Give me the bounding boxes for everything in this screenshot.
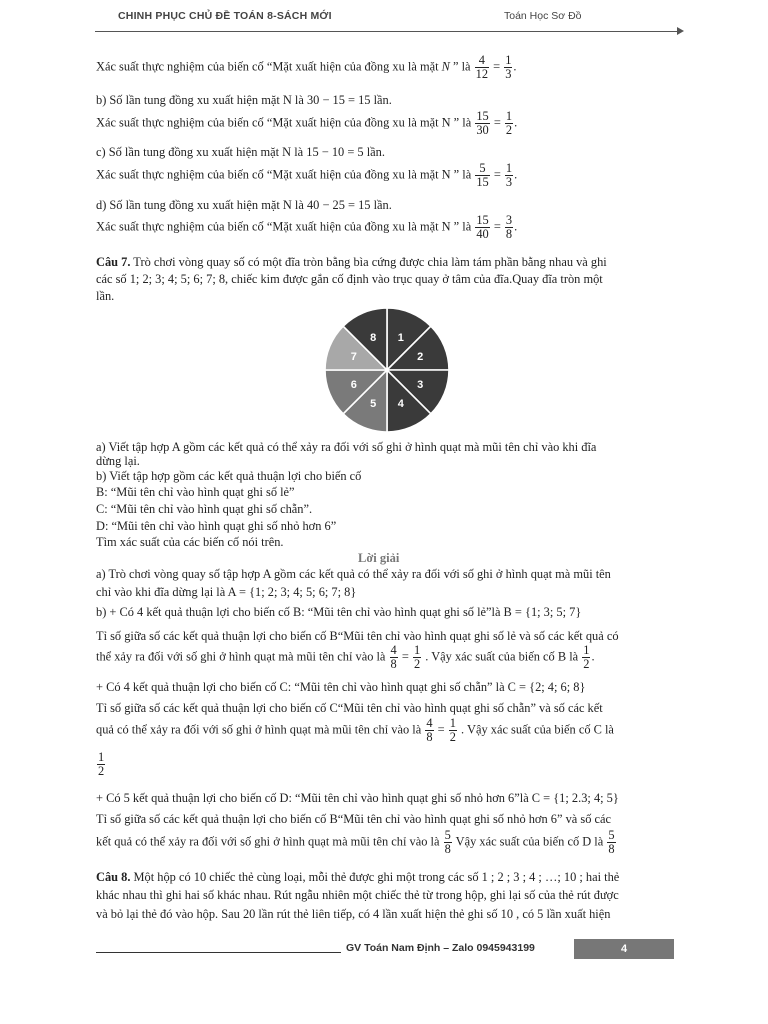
text-line	[96, 751, 106, 778]
text-line: + Có 5 kết quả thuận lợi cho biến cố D: “Mũi tên chỉ vào hình quạt ghi số nhỏ hơn 6”là C = {1; 2.3; 4; 5}	[96, 791, 619, 805]
wheel-number: 1	[397, 331, 404, 344]
wheel-number: 6	[350, 378, 357, 391]
fraction: $\frac{1}{2}$	[98, 750, 105, 779]
spinner-wheel	[323, 306, 451, 434]
footer-author: GV Toán Nam Định – Zalo 0945943199	[346, 942, 535, 954]
text-line: Tỉ số giữa số các kết quả thuận lợi cho biến cố B“Mũi tên chỉ vào hình quạt ghi số nhỏ hơn 6” và số các	[96, 812, 611, 826]
fraction: $\frac{4}{12}$	[475, 53, 489, 82]
text-line: Xác suất thực nghiệm của biến cố “Mặt xuất hiện của đồng xu là mặt N ” là $\frac{15}{40}$ = $\frac{3}{8}$ .	[96, 213, 518, 242]
text-line: Xác suất thực nghiệm của biến cố “Mặt xuất hiện của đồng xu là mặt N ” là $\frac{4}{12}$ = $\frac{1}{3}$ .	[96, 53, 517, 82]
text-line: thể xảy ra đối với số ghi ở hình quạt mà mũi tên chỉ vào là $\frac{4}{8}$ = $\frac{1}{2}$ . Vậy xác suất của biến cố B là $\frac{1}{2}$ .	[96, 643, 595, 672]
fraction: $\frac{1}{2}$	[413, 643, 421, 672]
fraction: $\frac{1}{2}$	[583, 643, 590, 672]
line-text: kết quả có thể xảy ra đối với số ghi ở hình quạt mà mũi tên chỉ vào là	[96, 834, 440, 849]
fraction: $\frac{5}{15}$	[476, 161, 489, 190]
fraction: $\frac{1}{2}$	[505, 109, 513, 138]
line-text: quả có thể xảy ra đối với số ghi ở hình quạt mà mũi tên chỉ vào là	[96, 722, 422, 737]
text-line: d) Số lần tung đồng xu xuất hiện mặt N là 40 − 25 = 15 lần.	[96, 198, 392, 212]
text-line: Tỉ số giữa số các kết quả thuận lợi cho biến cố C“Mũi tên chỉ vào hình quạt ghi số chẵn” và số các kết	[96, 701, 603, 715]
header-book-title: CHINH PHỤC CHỦ ĐỀ TOÁN 8-SÁCH MỚI	[118, 10, 332, 22]
text-line: C: “Mũi tên chỉ vào hình quạt ghi số chẵn”.	[96, 502, 313, 516]
text-line: + Có 4 kết quả thuận lợi cho biến cố C: “Mũi tên chỉ vào hình quạt ghi số chẵn” là C = {2; 4; 6; 8}	[96, 680, 586, 694]
text-line: lần.	[96, 289, 115, 303]
text-line	[96, 829, 617, 856]
fraction: $\frac{15}{40}$	[476, 213, 489, 242]
text-line: Tìm xác suất của các biến cố nói trên.	[96, 535, 284, 549]
line-text: ” là	[449, 59, 474, 74]
text-line: quả có thể xảy ra đối với số ghi ở hình quạt mà mũi tên chỉ vào là $\frac{4}{8}$ = $\frac{1}{2}$ . Vậy xác suất của biến cố C là	[96, 716, 614, 745]
wheel-sectors	[325, 308, 449, 432]
fraction: $\frac{4}{8}$	[426, 716, 433, 745]
text-line: b) Số lần tung đồng xu xuất hiện mặt N là 30 − 15 = 15 lần.	[96, 93, 392, 107]
wheel-number: 3	[417, 378, 424, 391]
text-line: c) Số lần tung đồng xu xuất hiện mặt N là 15 − 10 = 5 lần.	[96, 145, 385, 159]
page-number: 4	[574, 939, 674, 959]
text-line: khác nhau thì ghi hai số khác nhau. Rút ngẫu nhiên một chiếc thẻ từ trong hộp, ghi lại số của thẻ rút được	[96, 888, 619, 902]
text-line: các số 1; 2; 3; 4; 5; 6; 7; 8, chiếc kim được gắn cố định vào trục quay ở tâm của đĩa.Quay đĩa tròn một	[96, 272, 603, 286]
question-label: Câu 8.	[96, 870, 131, 884]
line-text: Xác suất thực nghiệm của biến cố “Mặt xuất hiện của đồng xu là mặt N ” là	[96, 115, 472, 130]
question-7	[96, 255, 607, 271]
fraction: $\frac{5}{8}$	[608, 828, 615, 857]
fraction: $\frac{1}{2}$	[449, 716, 456, 745]
text-line: a) Viết tập hợp A gồm các kết quả có thể xảy ra đối với số ghi ở hình quạt mà mũi tên chỉ vào khi đĩa	[96, 440, 597, 454]
page-header	[0, 0, 768, 40]
line-text: . Vậy xác suất của biến cố C là	[461, 722, 614, 737]
wheel-number: 4	[397, 398, 404, 411]
fraction: $\frac{5}{8}$	[444, 828, 451, 857]
text-line: B: “Mũi tên chỉ vào hình quạt ghi số lẻ”	[96, 485, 295, 499]
text-line: b) + Có 4 kết quả thuận lợi cho biến cố B: “Mũi tên chỉ vào hình quạt ghi số lẻ”là B = {1; 3; 5; 7}	[96, 605, 582, 619]
fraction: $\frac{1}{3}$	[505, 53, 512, 82]
header-arrow-icon	[677, 27, 684, 35]
header-brand: Toán Học Sơ Đồ	[504, 10, 582, 22]
fraction: $\frac{4}{8}$	[390, 643, 397, 672]
fraction: $\frac{3}{8}$	[505, 213, 513, 242]
line-text: Xác suất thực nghiệm của biến cố “Mặt xuất hiện của đồng xu là mặt	[96, 59, 442, 74]
footer-rule	[96, 952, 341, 953]
text-line: chỉ vào khi đĩa dừng lại là A = {1; 2; 3; 4; 5; 6; 7; 8}	[96, 585, 357, 599]
question-label: Câu 7.	[96, 255, 131, 269]
wheel-number: 7	[350, 351, 357, 364]
solution-title: Lời giải	[358, 551, 400, 565]
line-text: Vậy xác suất của biến cố D là	[455, 834, 604, 849]
text-line: D: “Mũi tên chỉ vào hình quạt ghi số nhỏ hơn 6”	[96, 519, 337, 533]
wheel-number: 5	[370, 398, 377, 411]
line-text: . Vậy xác suất của biến cố B là	[425, 649, 579, 664]
question-text: Một hộp có 10 chiếc thẻ cùng loại, mỗi thẻ được ghi một trong các số 1 ; 2 ; 3 ; 4 ; …; 10 ; hai thẻ	[130, 870, 620, 884]
text-line: Xác suất thực nghiệm của biến cố “Mặt xuất hiện của đồng xu là mặt N ” là $\frac{5}{15}$ = $\frac{1}{3}$ .	[96, 161, 518, 190]
text-line: a) Trò chơi vòng quay số tập hợp A gồm các kết quả có thể xảy ra đối với số ghi ở hình quạt mà mũi tên	[96, 567, 611, 581]
line-text: Xác suất thực nghiệm của biến cố “Mặt xuất hiện của đồng xu là mặt N ” là	[96, 219, 472, 234]
wheel-number: 2	[417, 351, 424, 364]
line-text: thể xảy ra đối với số ghi ở hình quạt mà mũi tên chỉ vào là	[96, 649, 386, 664]
wheel-number: 8	[370, 331, 377, 344]
text-line: và bỏ lại thẻ đó vào hộp. Sau 20 lần rút thẻ liên tiếp, có 4 lần xuất hiện thẻ ghi số 10 , có 5 lần xuất hiện	[96, 907, 611, 921]
question-text: Trò chơi vòng quay số có một đĩa tròn bằng bìa cứng được chia làm tám phần bằng nhau và ghi	[130, 255, 607, 269]
text-line: b) Viết tập hợp gồm các kết quả thuận lợi cho biến cố	[96, 469, 362, 483]
variable: N	[441, 59, 450, 74]
header-rule	[95, 31, 680, 32]
fraction: $\frac{15}{30}$	[476, 109, 489, 138]
fraction: $\frac{1}{3}$	[505, 161, 513, 190]
text-line: Xác suất thực nghiệm của biến cố “Mặt xuất hiện của đồng xu là mặt N ” là $\frac{15}{30}$ = $\frac{1}{2}$ .	[96, 109, 518, 138]
text-line: dừng lại.	[96, 454, 140, 468]
line-text: Xác suất thực nghiệm của biến cố “Mặt xuất hiện của đồng xu là mặt N ” là	[96, 167, 472, 182]
question-8	[96, 870, 619, 886]
text-line: Tỉ số giữa số các kết quả thuận lợi cho biến cố B“Mũi tên chỉ vào hình quạt ghi số lẻ và số các kết quả có	[96, 629, 619, 643]
